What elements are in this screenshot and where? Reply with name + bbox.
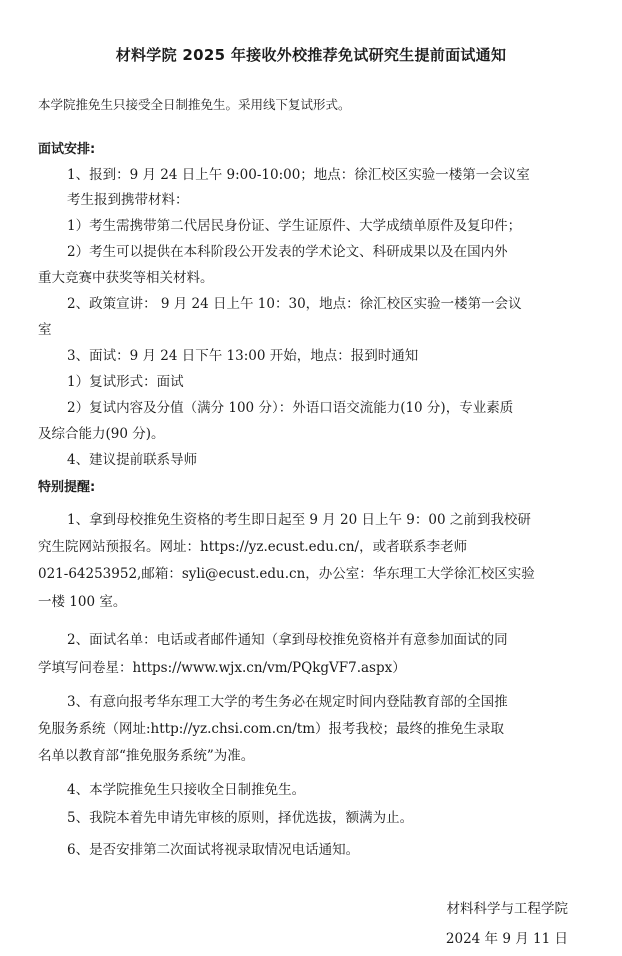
notice-line: 学填写问卷星：https://www.wjx.cn/vm/PQkgVF7.aspx）	[38, 660, 406, 676]
notice-line: 名单以教育部“推免服务系统”为准。	[38, 748, 255, 764]
interview-line: 4、建议提前联系导师	[67, 452, 198, 468]
signature-date: 2024 年 9 月 11 日	[445, 931, 568, 947]
interview-line: 1、报到：9 月 24 日上午 9:00-10:00；地点：徐汇校区实验一楼第一会议室	[67, 167, 530, 183]
signature-org: 材料科学与工程学院	[446, 901, 568, 917]
interview-line: 及综合能力(90 分)。	[38, 426, 165, 442]
interview-line: 2）复试内容及分值（满分 100 分）：外语口语交流能力(10 分)，专业素质	[67, 400, 514, 416]
interview-line: 室	[38, 322, 52, 338]
notice-heading: 特别提醒:	[38, 480, 96, 495]
notice-line: 2、面试名单：电话或者邮件通知（拿到母校推免资格并有意参加面试的同	[67, 632, 508, 648]
interview-line: 1）考生需携带第二代居民身份证、学生证原件、大学成绩单原件及复印件；	[67, 218, 522, 234]
interview-line: 考生报到携带材料：	[67, 192, 189, 208]
interview-heading: 面试安排:	[38, 142, 96, 157]
document-title: 材料学院 2025 年接收外校推荐免试研究生提前面试通知	[115, 46, 507, 64]
notice-line: 4、本学院推免生只接收全日制推免生。	[67, 782, 306, 798]
notice-line: 1、拿到母校推免生资格的考生即日起至 9 月 20 日上午 9：00 之前到我校研	[67, 512, 531, 528]
intro-text: 本学院推免生只接受全日制推免生。采用线下复试形式。	[38, 97, 351, 112]
notice-line: 究生院网站预报名。网址：https://yz.ecust.edu.cn/，或者联系李老师	[38, 539, 468, 555]
interview-line: 2、政策宣讲： 9 月 24 日上午 10：30，地点：徐汇校区实验一楼第一会议	[67, 296, 522, 312]
interview-line: 2）考生可以提供在本科阶段公开发表的学术论文、科研成果以及在国内外	[67, 244, 508, 260]
interview-line: 1）复试形式：面试	[67, 374, 184, 390]
notice-line: 021-64253952,邮箱：syli@ecust.edu.cn，办公室：华东理工大学徐汇校区实验	[38, 566, 535, 582]
notice-line: 3、有意向报考华东理工大学的考生务必在规定时间内登陆教育部的全国推	[67, 694, 508, 710]
notice-line: 一楼 100 室。	[38, 594, 127, 610]
notice-line: 6、是否安排第二次面试将视录取情况电话通知。	[67, 842, 360, 858]
notice-line: 5、我院本着先申请先审核的原则，择优选拔，额满为止。	[67, 810, 414, 826]
interview-line: 重大竞赛中获奖等相关材料。	[38, 270, 214, 286]
notice-line: 免服务系统（网址:http://yz.chsi.com.cn/tm）报考我校；最终的推免生录取	[38, 721, 505, 737]
interview-line: 3、面试：9 月 24 日下午 13:00 开始，地点：报到时通知	[67, 348, 419, 364]
